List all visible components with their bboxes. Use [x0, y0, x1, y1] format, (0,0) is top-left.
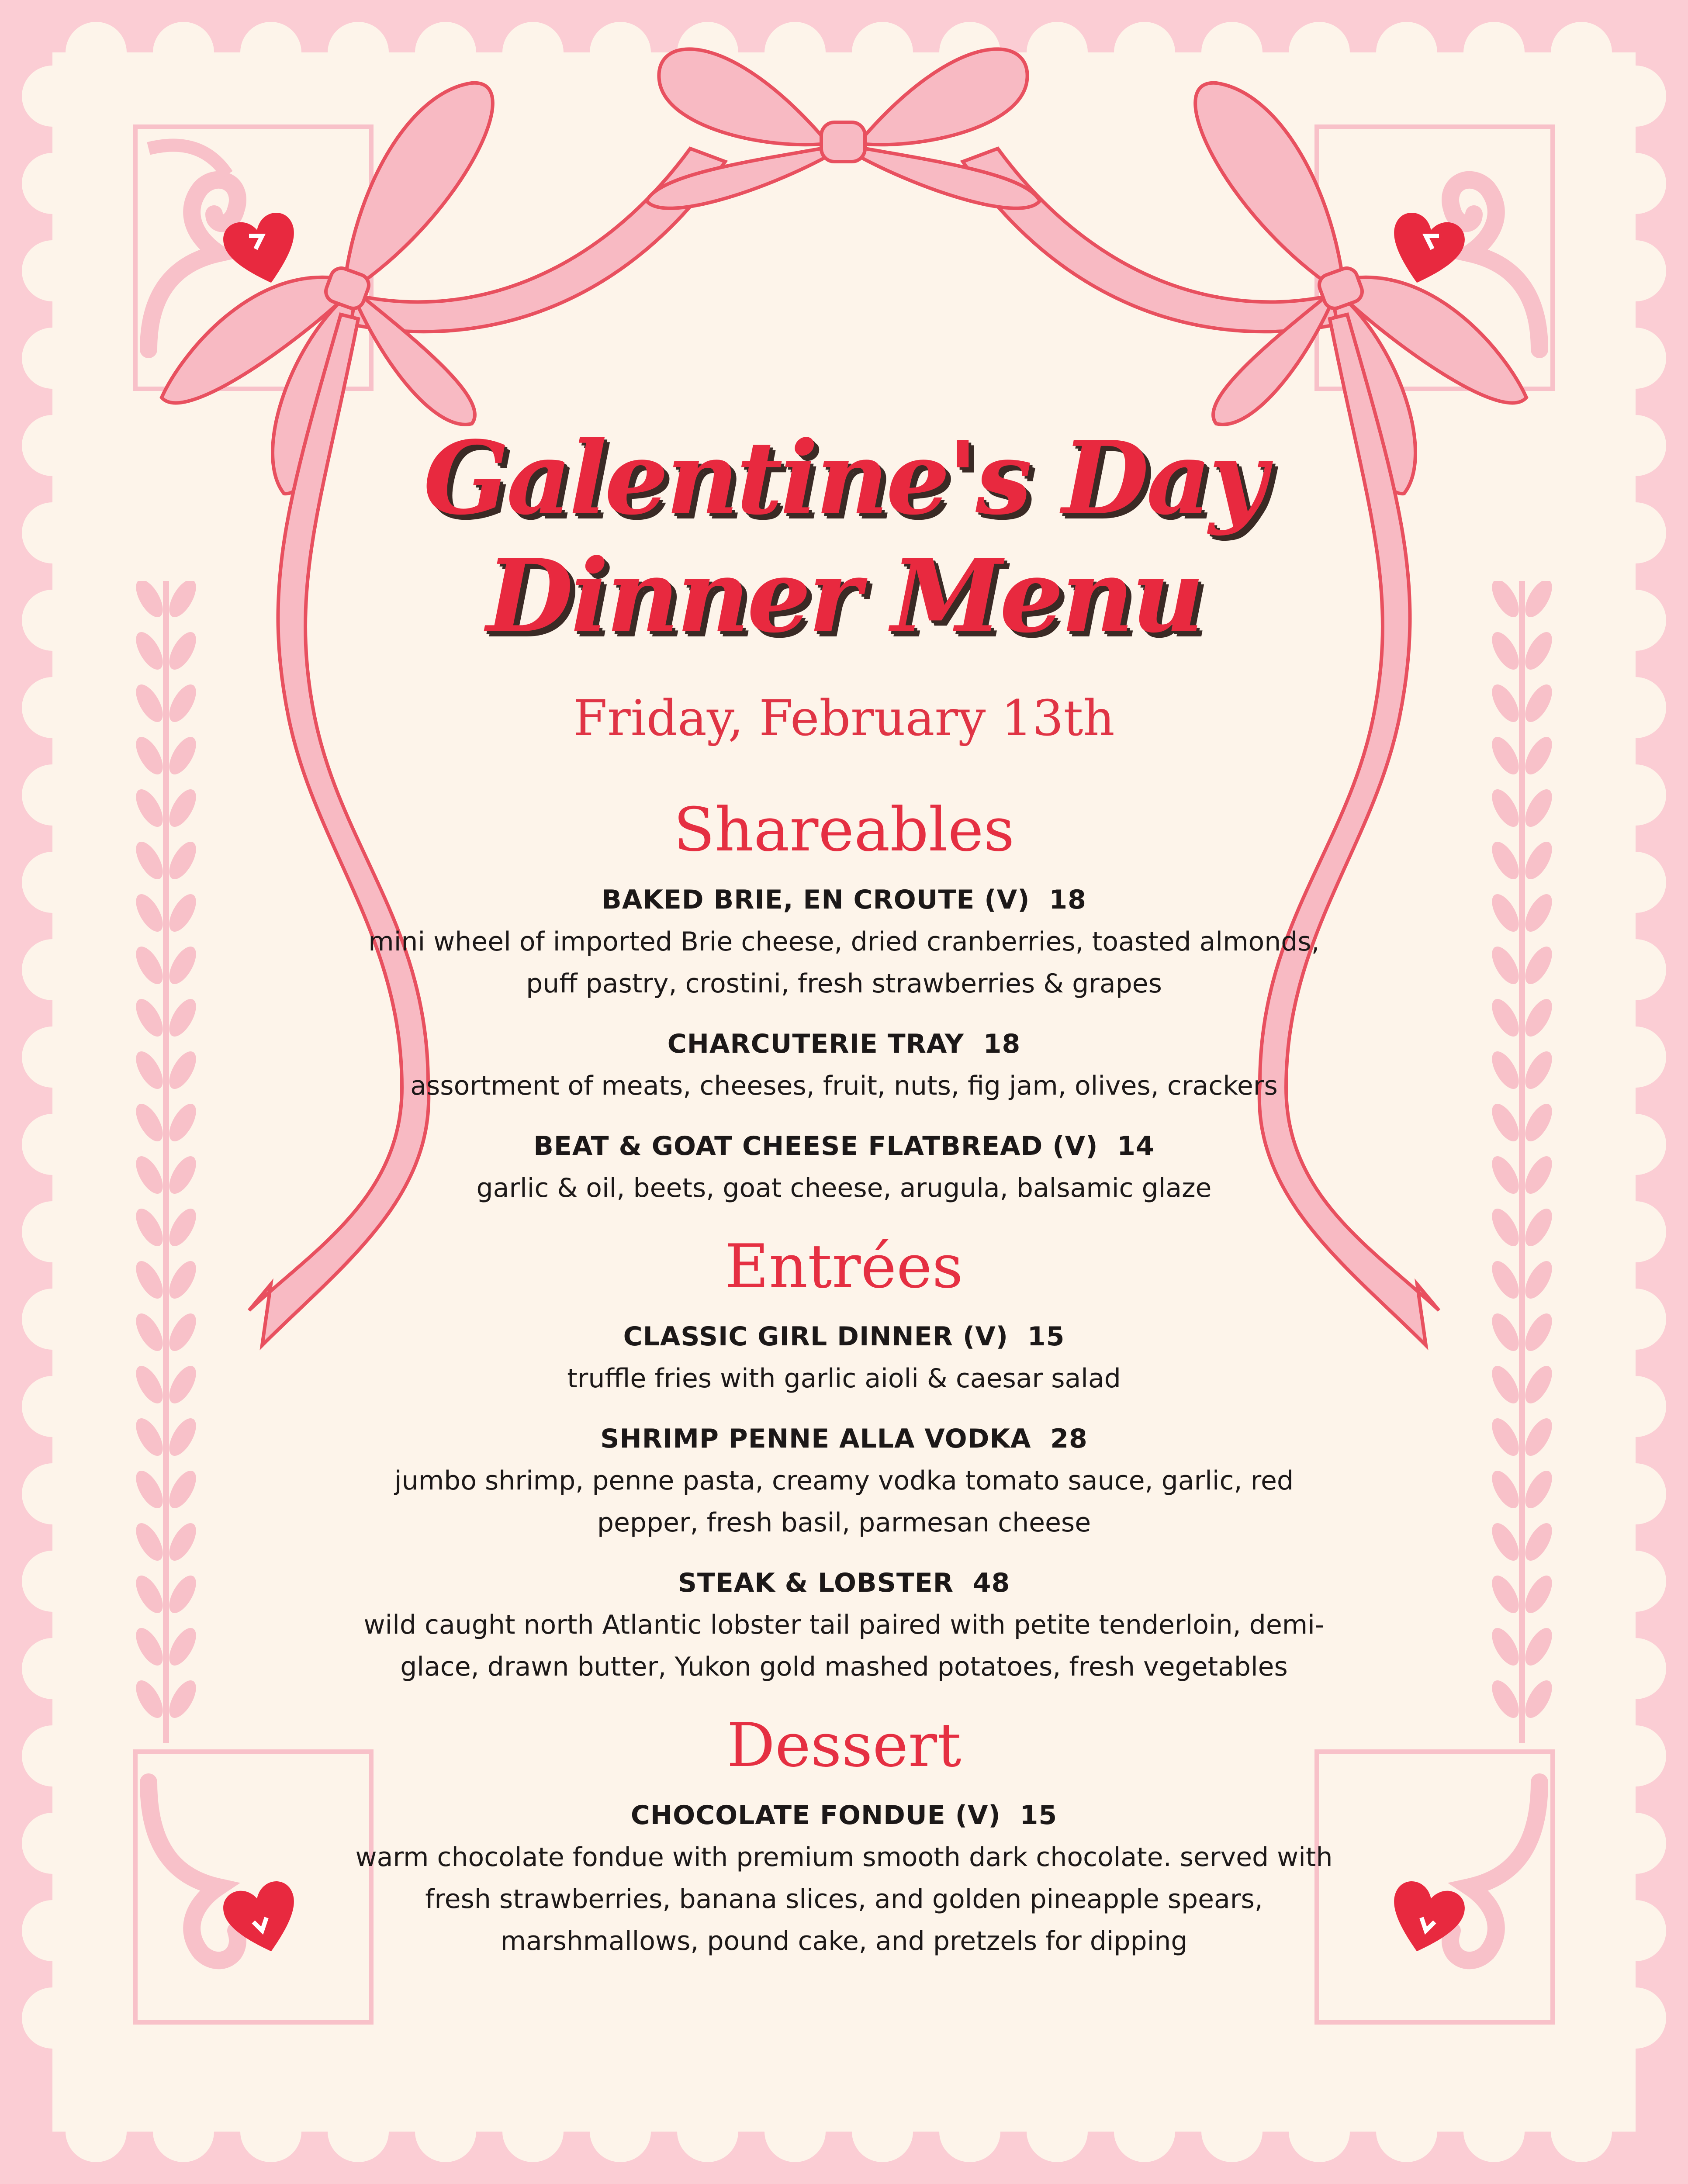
menu-item — [342, 1125, 1346, 1209]
menu-item — [342, 1418, 1346, 1544]
item-name: CHOCOLATE FONDUE (V) — [630, 1800, 1001, 1831]
menu-date: Friday, February 13th — [573, 690, 1115, 747]
menu-item — [342, 1023, 1346, 1107]
section-title: Shareables — [673, 795, 1015, 865]
section-title: Entrées — [725, 1231, 963, 1302]
item-heading — [342, 1418, 1346, 1460]
menu-body — [0, 791, 1688, 1980]
item-price: 18 — [1049, 885, 1086, 915]
section-entrees — [0, 1227, 1688, 1688]
item-heading — [342, 1562, 1346, 1604]
item-name: BAKED BRIE, EN CROUTE (V) — [602, 885, 1030, 915]
menu-title — [0, 419, 1688, 655]
item-name: CLASSIC GIRL DINNER (V) — [623, 1321, 1009, 1352]
item-name: STEAK & LOBSTER — [678, 1568, 954, 1598]
menu-item — [342, 1316, 1346, 1400]
item-name: CHARCUTERIE TRAY — [667, 1029, 964, 1059]
item-price: 14 — [1117, 1131, 1155, 1161]
title-line-1: Galentine's Day — [423, 419, 1265, 537]
item-heading — [342, 1316, 1346, 1358]
item-price: 28 — [1050, 1424, 1088, 1454]
section-shareables — [0, 791, 1688, 1209]
section-title: Dessert — [726, 1710, 962, 1780]
item-price: 15 — [1020, 1800, 1058, 1831]
item-name: SHRIMP PENNE ALLA VODKA — [600, 1424, 1031, 1454]
item-heading — [342, 1125, 1346, 1167]
item-price: 15 — [1027, 1321, 1065, 1352]
item-heading — [342, 1023, 1346, 1065]
menu-item — [342, 1562, 1346, 1688]
menu-item — [342, 879, 1346, 1005]
menu-item — [342, 1794, 1346, 1962]
item-description: garlic & oil, beets, goat cheese, arugula, balsamic glaze — [476, 1173, 1212, 1203]
item-price: 18 — [983, 1029, 1021, 1059]
item-description: truffle fries with garlic aioli & caesar salad — [567, 1363, 1121, 1394]
item-description: assortment of meats, cheeses, fruit, nuts, fig jam, olives, crackers — [410, 1071, 1278, 1101]
item-heading — [342, 1794, 1346, 1836]
item-description: wild caught north Atlantic lobster tail paired with petite tenderloin, demi-glace, drawn butter, Yukon gold mashed potatoes, fresh vegetables — [363, 1610, 1325, 1682]
item-description: mini wheel of imported Brie cheese, dried cranberries, toasted almonds, puff pastry, crostini, fresh strawberries & grapes — [368, 926, 1320, 999]
title-line-2: Dinner Menu — [486, 537, 1202, 655]
item-name: BEAT & GOAT CHEESE FLATBREAD (V) — [533, 1131, 1098, 1161]
item-description: warm chocolate fondue with premium smooth dark chocolate. served with fresh strawberries, banana slices, and golden pineapple spears, marshmallows, pound cake, and pretzels for dipping — [355, 1842, 1333, 1956]
item-description: jumbo shrimp, penne pasta, creamy vodka tomato sauce, garlic, red pepper, fresh basil, parmesan cheese — [394, 1465, 1294, 1538]
item-heading — [342, 879, 1346, 921]
item-price: 48 — [972, 1568, 1010, 1598]
section-dessert — [0, 1706, 1688, 1962]
